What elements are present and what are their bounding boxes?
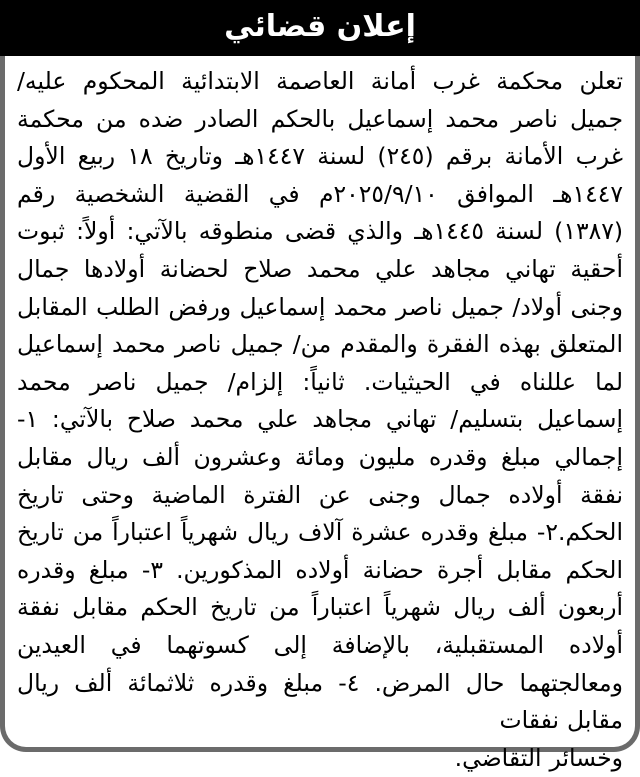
page-title: إعلان قضائي <box>224 9 416 44</box>
announcement-header-banner <box>0 0 640 56</box>
announcement-closing-line: وخسائر التقاضي. <box>454 743 623 772</box>
announcement-body-frame <box>0 56 640 772</box>
announcement-main-paragraph: تعلن محكمة غرب أمانة العاصمة الابتدائية المحكوم عليه/ جميل ناصر محمد إسماعيل بالحكم الصادر ضده من محكمة غرب الأمانة برقم (٢٤٥) لسنة ١٤٤٧هـ وتاريخ ١٨ ربيع الأول ١٤٤٧هـ الموافق ٢٠٢٥/٩/١٠م في القضية الشخصية رقم (١٣٨٧) لسنة ١٤٤٥هـ والذي قضى منطوقه بالآتي: أولاً: ثبوت أحقية تهاني مجاهد علي محمد صلاح لحضانة أولادها جمال وجنى أولاد/ جميل ناصر محمد إسماعيل ورفض الطلب المقابل المتعلق بهذه الفقرة والمقدم من/ جميل ناصر محمد إسماعيل لما عللناه في الحيثيات. ثانياً: إلزام/ جميل ناصر محمد إسماعيل بتسليم/ تهاني مجاهد علي محمد صلاح بالآتي: ١- إجمالي مبلغ وقدره مليون ومائة وعشرون ألف ريال مقابل نفقة أولاده جمال وجنى عن الفترة الماضية وحتى تاريخ الحكم.٢- مبلغ وقدره عشرة آلاف ريال شهرياً اعتباراً من تاريخ الحكم مقابل أجرة حضانة أولاده المذكورين. ٣- مبلغ وقدره أربعون ألف ريال شهرياً اعتباراً من تاريخ الحكم مقابل نفقة أولاده المستقبلية، بالإضافة إلى كسوتهما في العيدين ومعالجتهما حال المرض. ٤- مبلغ وقدره ثلاثمائة ألف ريال مقابل نفقات <box>17 67 624 735</box>
announcement-body-text <box>17 63 623 777</box>
announcement-body-inner <box>5 56 635 772</box>
